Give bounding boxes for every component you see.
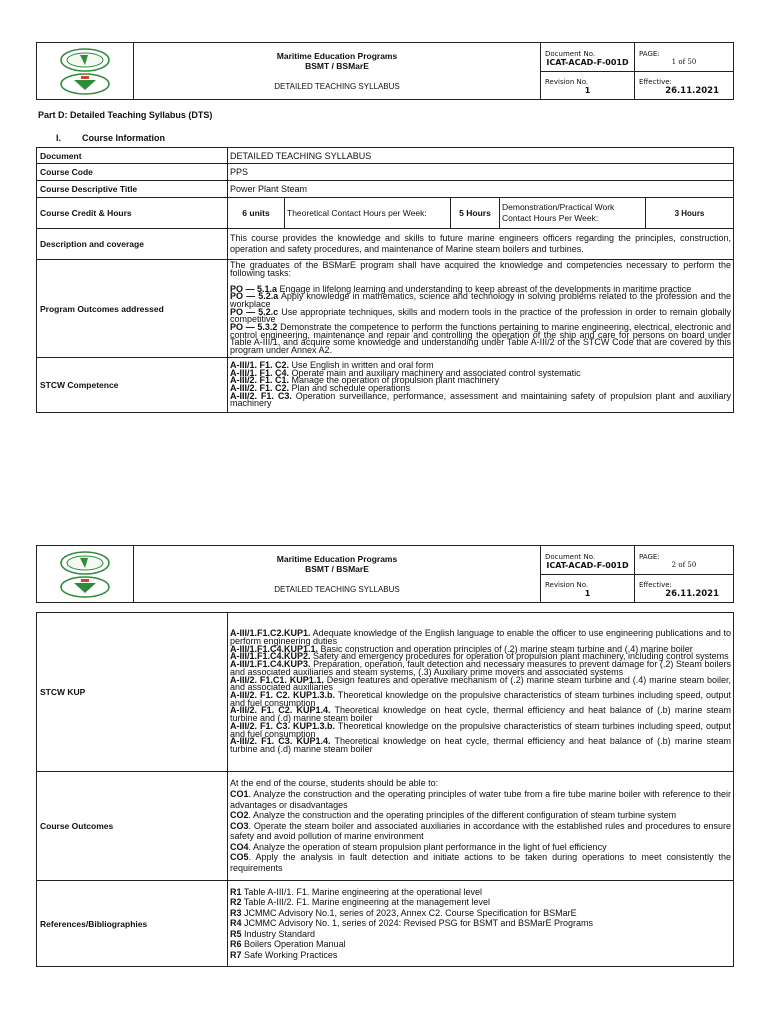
co-item-text: . Analyze the operation of steam propulsion plant performance in the light of fuel efficiency bbox=[248, 841, 607, 852]
stcw-item-code: A-III/2. F1. C1. bbox=[230, 375, 290, 386]
revision-label: Revision No. bbox=[545, 581, 589, 589]
po-item-text: Use appropriate techniques, skills and modern tools in the practice of the profession in order to remain globally competitive bbox=[230, 306, 731, 325]
ref-item-text: Boilers Operation Manual bbox=[241, 939, 346, 950]
course-details-table bbox=[36, 612, 734, 967]
kup-item-code: A-III/1.F1.C4.KUP2. bbox=[230, 651, 311, 662]
program-name: BSMT / BSMarE bbox=[305, 60, 369, 71]
kup-value bbox=[228, 613, 734, 772]
course-code-label: Course Code bbox=[37, 164, 228, 181]
ref-list bbox=[230, 887, 731, 961]
stcw-label: STCW Competence bbox=[37, 358, 228, 413]
co-item-text: . Operate the steam boiler and associated auxiliaries in accordance with the established rules and procedures to ensure safety and avoid pollution of marine environment bbox=[230, 820, 731, 842]
kup-item-text: Adequate knowledge of the English language to enable the officer to use engineering publications and to perform engineering duties bbox=[230, 628, 731, 647]
ref-label: References/Bibliographies bbox=[37, 881, 228, 967]
header-title-cell bbox=[134, 43, 541, 100]
ref-item-text: JCMMC Advisory No. 1, series of 2024: Revised PSG for BSMT and BSMarE Programs bbox=[241, 918, 593, 929]
revision-value: 1 bbox=[584, 86, 591, 95]
page-label: PAGE: bbox=[639, 552, 660, 561]
kup-item-text: Basic construction and operation principles of (.2) marine steam turbine and (.4) marine boiler bbox=[318, 643, 693, 654]
kup-label: STCW KUP bbox=[37, 613, 228, 772]
ref-item-code: R5 bbox=[230, 928, 242, 939]
kup-item-text: Theoretical knowledge on heat cycle, thermal efficiency and heat balance of (.b) marine steam turbine and (.d) marine steam boiler bbox=[230, 705, 731, 724]
kup-item-text: Theoretical knowledge on heat cycle, thermal efficiency and heat balance of (.b) marine steam turbine and (.d) marine steam boiler bbox=[230, 736, 731, 754]
po-item-text: Apply knowledge in mathematics, science and technology in solving problems related to the profession and the workplace bbox=[230, 291, 731, 309]
revision-label: Revision No. bbox=[545, 78, 589, 86]
co-item-text: . Analyze the construction and the operating principles of water tube from a fire tube marine boiler with reference to their advantages or disadvantages bbox=[230, 788, 731, 810]
kup-item bbox=[230, 738, 731, 753]
ref-value bbox=[228, 881, 734, 967]
page-cell bbox=[635, 43, 734, 72]
doc-no-cell bbox=[541, 43, 635, 72]
school-logo bbox=[37, 46, 133, 96]
effective-cell bbox=[635, 575, 734, 603]
credit-label: Course Credit & Hours bbox=[37, 198, 228, 229]
co-item bbox=[230, 789, 731, 810]
section-title: I. Course Information bbox=[56, 133, 166, 143]
ref-item bbox=[230, 887, 731, 898]
table-row bbox=[37, 181, 734, 198]
kup-item-text: Safety and emergency procedures for operation of propulsion plant machinery, including control systems bbox=[310, 651, 729, 662]
page1-header bbox=[36, 42, 734, 100]
logo-cell bbox=[37, 546, 134, 603]
demo-hours: 3 Hours bbox=[646, 198, 734, 228]
po-item bbox=[230, 324, 731, 355]
co-item bbox=[230, 842, 731, 853]
co-item-code: CO3 bbox=[230, 820, 249, 831]
stcw-item-code: A-III/1. F1. C4. bbox=[230, 367, 290, 378]
co-label: Course Outcomes bbox=[37, 772, 228, 881]
po-item-code: PO — 5.3.2 bbox=[230, 322, 278, 333]
table-row bbox=[37, 198, 734, 229]
effective-value: 26.11.2021 bbox=[665, 588, 719, 599]
effective-cell bbox=[635, 72, 734, 100]
theory-label: Theoretical Contact Hours per Week: bbox=[285, 198, 451, 228]
kup-item-text: Theoretical knowledge on the propulsive characteristics of steam turbines including speed, output and fuel consumption bbox=[230, 690, 731, 708]
part-title: Part D: Detailed Teaching Syllabus (DTS) bbox=[38, 110, 213, 120]
stcw-item-text: Plan and schedule operations bbox=[289, 383, 411, 393]
page-number: 1 of 50 bbox=[671, 57, 697, 66]
demo-label: Demonstration/Practical Work Contact Hours Per Week: bbox=[500, 198, 646, 228]
stcw-item-code: A-III/2. F1. C2. bbox=[230, 383, 290, 393]
ref-item-text: JCMMC Advisory No.1, series of 2023, Annex C2. Course Specification for BSMarE bbox=[241, 907, 577, 918]
kup-item-code: A-III/2. F1. C3. KUP1.4. bbox=[230, 736, 331, 747]
kup-item-text: Theoretical knowledge on the propulsive characteristics of steam turbines including speed, output and fuel consumption bbox=[230, 720, 731, 739]
ref-item-code: R3 bbox=[230, 907, 242, 918]
kup-item-code: A-III/2. F1. C2. KUP1.4. bbox=[230, 705, 331, 716]
page-number: 2 of 50 bbox=[671, 560, 697, 569]
page-label: PAGE: bbox=[639, 49, 660, 58]
revision-cell bbox=[541, 575, 635, 603]
po-item-text: Demonstrate the competence to perform the functions pertaining to marine engineering, electrical, electronic and control engineering, maintenance and repair and controlling the operation of the ship and care for persons on board under Table A-III/1, and acquire some knowledge and understanding under Table A-III/2 of the STCW Code that are covered by this program under Annex A2. bbox=[230, 322, 732, 356]
document-value: DETAILED TEACHING SYLLABUS bbox=[228, 148, 734, 164]
co-item-code: CO2 bbox=[230, 810, 249, 821]
theory-hours: 5 Hours bbox=[451, 198, 500, 228]
kup-item-code: A-III/2. F1. C3. KUP1.3.b. bbox=[230, 720, 336, 731]
stcw-item-text: Operation surveillance, performance, assessment and maintaining safety of propulsion plant and auxiliary machinery bbox=[230, 390, 732, 409]
table-row bbox=[37, 260, 734, 358]
po-value bbox=[228, 260, 734, 358]
ref-item bbox=[230, 908, 731, 919]
org-name: Maritime Education Programs bbox=[276, 50, 398, 61]
ref-item-code: R7 bbox=[230, 949, 242, 960]
logo-cell bbox=[37, 43, 134, 100]
table-row bbox=[37, 772, 734, 881]
co-intro: At the end of the course, students should be able to: bbox=[230, 778, 439, 789]
table-row bbox=[37, 229, 734, 260]
course-code-value: PPS bbox=[228, 164, 734, 181]
co-item-code: CO1 bbox=[230, 788, 249, 799]
doc-title: DETAILED TEACHING SYLLABUS bbox=[274, 584, 400, 594]
credit-value-cell bbox=[228, 198, 734, 229]
stcw-item-code: A-III/2. F1. C3. bbox=[230, 390, 292, 401]
table-row bbox=[37, 358, 734, 413]
ref-item-text: Table A-III/1. F1. Marine engineering at the operational level bbox=[241, 886, 482, 897]
table-row bbox=[37, 164, 734, 181]
page2-header bbox=[36, 545, 734, 603]
org-name: Maritime Education Programs bbox=[276, 553, 398, 564]
po-item-text: Engage in lifelong learning and understanding to keep abreast of the developments in maritime practice bbox=[277, 283, 692, 294]
ref-item-code: R1 bbox=[230, 886, 242, 897]
ref-item-text: Table A-III/2. F1. Marine engineering at the management level bbox=[241, 897, 490, 908]
stcw-list bbox=[230, 359, 732, 409]
program-name: BSMT / BSMarE bbox=[305, 563, 369, 574]
desc-title-label: Course Descriptive Title bbox=[37, 181, 228, 198]
table-row bbox=[37, 148, 734, 164]
po-label: Program Outcomes addressed bbox=[37, 260, 228, 358]
document-label: Document bbox=[37, 148, 228, 164]
co-value bbox=[228, 772, 734, 881]
effective-label: Effective: bbox=[639, 580, 672, 589]
kup-item-text: Design features and operative mechanism of (.2) marine steam turbine and (.4) marine steam boiler, and associated auxiliaries bbox=[230, 674, 731, 693]
revision-cell bbox=[541, 72, 635, 100]
kup-item-code: A-III/1.F1.C4.KUP3. bbox=[230, 659, 311, 670]
ref-item-code: R6 bbox=[230, 939, 242, 950]
co-item bbox=[230, 821, 731, 842]
ref-item-text: Safe Working Practices bbox=[241, 949, 338, 960]
doc-no-value: ICAT-ACAD-F-001D bbox=[546, 560, 629, 570]
kup-item-code: A-III/2. F1.C1. KUP1.1. bbox=[230, 674, 324, 685]
co-item bbox=[230, 852, 731, 873]
doc-no-cell bbox=[541, 546, 635, 575]
table-row bbox=[37, 881, 734, 967]
stcw-item bbox=[230, 390, 732, 409]
co-item-text: . Apply the analysis in fault detection and initiate actions to be taken during operations to meet consistently the requirements bbox=[230, 852, 731, 874]
po-item-code: PO — 5.2.a bbox=[230, 291, 279, 302]
stcw-value bbox=[228, 358, 734, 413]
kup-item-code: A-III/1.F1.C2.KUP1. bbox=[230, 628, 311, 639]
kup-item-text: Preparation, operation, fault detection and necessary measures to prevent damage for (.2) Steam boilers and associated auxiliaries and steam systems, (.3) Auxiliary prime movers and associated systems bbox=[230, 659, 731, 677]
effective-value: 26.11.2021 bbox=[665, 85, 719, 96]
ref-item bbox=[230, 950, 731, 961]
ref-item-code: R4 bbox=[230, 918, 242, 929]
desc-title-value: Power Plant Steam bbox=[228, 181, 734, 198]
units-value: 6 units bbox=[242, 208, 270, 218]
stcw-item-code: A-III/1. F1. C2. bbox=[230, 359, 290, 370]
kup-item-code: A-III/2. F1. C2. KUP1.3.b. bbox=[230, 690, 336, 700]
doc-no-label: Document No. bbox=[545, 552, 596, 561]
coverage-value: This course provides the knowledge and skills to future marine engineers officers regarding the principles, construction, operation and safety procedures, and maintenance of Marine steam boilers and turbines. bbox=[228, 229, 734, 260]
page-cell bbox=[635, 546, 734, 575]
stcw-item-text: Use English in written and oral form bbox=[289, 359, 434, 370]
po-item-code: PO — 5.2.c bbox=[230, 306, 279, 317]
ref-item bbox=[230, 929, 731, 940]
ref-item bbox=[230, 897, 731, 908]
po-list bbox=[230, 283, 732, 356]
stcw-item-text: Manage the operation of propulsion plant machinery bbox=[289, 375, 500, 386]
kup-list bbox=[230, 630, 731, 753]
po-intro: The graduates of the BSMarE program shall have acquired the knowledge and competencies necessary to perform the following tasks: bbox=[230, 260, 731, 278]
ref-item bbox=[230, 939, 731, 950]
stcw-item-text: Operate main and auxiliary machinery and associated control systematic bbox=[289, 367, 581, 378]
doc-no-value: ICAT-ACAD-F-001D bbox=[546, 57, 629, 67]
ref-item bbox=[230, 918, 731, 929]
co-item-code: CO4 bbox=[230, 841, 249, 852]
ref-item-text: Industry Standard bbox=[241, 928, 316, 939]
effective-label: Effective: bbox=[639, 77, 672, 86]
doc-title: DETAILED TEACHING SYLLABUS bbox=[274, 81, 400, 91]
coverage-label: Description and coverage bbox=[37, 229, 228, 260]
co-item bbox=[230, 810, 731, 821]
co-list bbox=[230, 789, 731, 874]
header-title-cell bbox=[134, 546, 541, 603]
school-logo bbox=[37, 549, 133, 599]
table-row bbox=[37, 613, 734, 772]
kup-item-code: A-III/1.F1.C4.KUP1.1. bbox=[230, 643, 319, 654]
doc-no-label: Document No. bbox=[545, 49, 596, 58]
co-item-text: . Analyze the construction and the operating principles of the different configuration of steam turbine system bbox=[248, 810, 677, 821]
co-item-code: CO5 bbox=[230, 852, 249, 863]
revision-value: 1 bbox=[584, 589, 591, 598]
po-item-code: PO — 5.1.a bbox=[230, 283, 278, 294]
course-info-table bbox=[36, 147, 734, 413]
ref-item-code: R2 bbox=[230, 897, 242, 908]
